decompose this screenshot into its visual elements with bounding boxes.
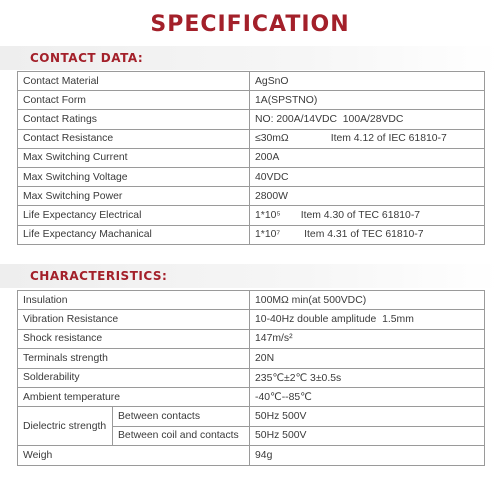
spec-value: 50Hz 500V (250, 407, 485, 426)
contact-data-heading: CONTACT DATA: (30, 51, 144, 65)
spec-label: Contact Material (18, 72, 250, 91)
spec-label: Contact Ratings (18, 110, 250, 129)
characteristics-table (17, 290, 485, 466)
spec-label: Shock resistance (18, 329, 250, 348)
spec-label: Terminals strength (18, 349, 250, 368)
spec-value: 1*10⁵ Item 4.30 of TEC 61810-7 (250, 206, 485, 225)
spec-value: 94g (250, 446, 485, 465)
table-row (18, 387, 485, 406)
spec-value: -40℃--85℃ (250, 387, 485, 406)
spec-value: 200A (250, 148, 485, 167)
spec-label: Insulation (18, 291, 250, 310)
spec-value: 235℃±2℃ 3±0.5s (250, 368, 485, 387)
table-row (18, 91, 485, 110)
table-row (18, 407, 485, 426)
spec-value: 1*10⁷ Item 4.31 of TEC 61810-7 (250, 225, 485, 244)
spec-value: ≤30mΩ Item 4.12 of IEC 61810-7 (250, 129, 485, 148)
table-row (18, 349, 485, 368)
table-row (18, 446, 485, 465)
spec-value: 50Hz 500V (250, 426, 485, 445)
table-row (18, 225, 485, 244)
spec-value: 100MΩ min(at 500VDC) (250, 291, 485, 310)
spec-label: Vibration Resistance (18, 310, 250, 329)
spec-label: Max Switching Power (18, 187, 250, 206)
spec-value: AgSnO (250, 72, 485, 91)
table-row (18, 368, 485, 387)
dielectric-strength-label: Dielectric strength (18, 407, 113, 446)
characteristics-header (0, 264, 500, 288)
spec-note: Item 4.31 of TEC 61810-7 (304, 229, 424, 241)
spec-value: 40VDC (250, 167, 485, 186)
spec-label: Contact Form (18, 91, 250, 110)
spec-value: 10-40Hz double amplitude 1.5mm (250, 310, 485, 329)
table-row (18, 110, 485, 129)
spec-label: Life Expectancy Electrical (18, 206, 250, 225)
spec-value: 147m/s² (250, 329, 485, 348)
spec-note: Item 4.12 of IEC 61810-7 (330, 133, 447, 145)
spec-sublabel: Between contacts (113, 407, 250, 426)
spec-label: Max Switching Current (18, 148, 250, 167)
characteristics-heading: CHARACTERISTICS: (30, 269, 168, 283)
spec-label: Weigh (18, 446, 250, 465)
table-row (18, 187, 485, 206)
spec-value: 2800W (250, 187, 485, 206)
table-row (18, 206, 485, 225)
table-row (18, 310, 485, 329)
spec-label: Solderability (18, 368, 250, 387)
table-row (18, 167, 485, 186)
contact-data-table (17, 71, 485, 245)
table-row (18, 148, 485, 167)
spec-value: 1A(SPSTNO) (250, 91, 485, 110)
spec-label: Ambient temperature (18, 387, 250, 406)
spec-label: Contact Resistance (18, 129, 250, 148)
spec-label: Max Switching Voltage (18, 167, 250, 186)
spec-value: NO: 200A/14VDC 100A/28VDC (250, 110, 485, 129)
spec-value: 20N (250, 349, 485, 368)
page-title: SPECIFICATION (150, 12, 350, 37)
table-row (18, 329, 485, 348)
table-row (18, 72, 485, 91)
spec-sublabel: Between coil and contacts (113, 426, 250, 445)
spec-label: Life Expectancy Machanical (18, 225, 250, 244)
table-row (18, 129, 485, 148)
table-row (18, 291, 485, 310)
spec-note: Item 4.30 of TEC 61810-7 (300, 209, 421, 221)
contact-data-header (0, 46, 500, 70)
